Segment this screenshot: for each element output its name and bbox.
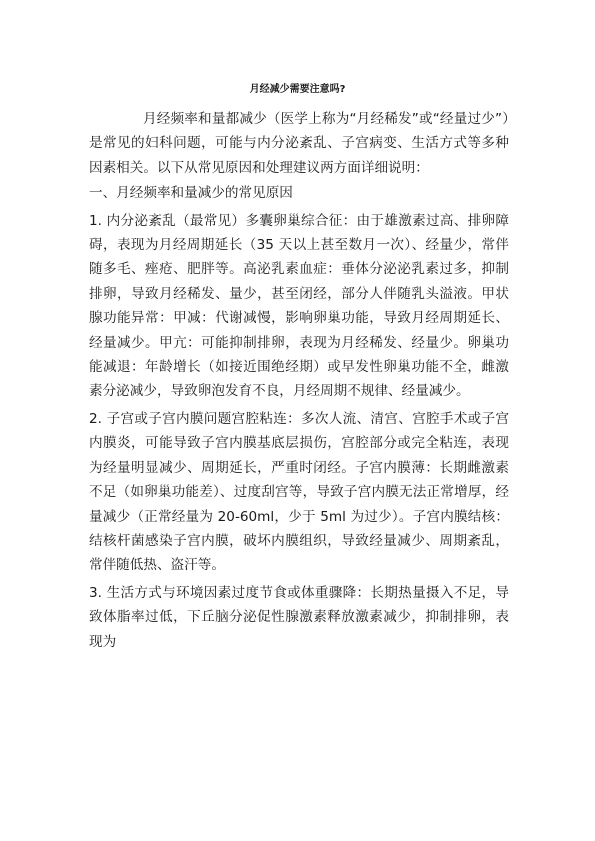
section-heading: 一、月经频率和量减少的常见原因 <box>89 185 293 202</box>
paragraph-2: 2. 子宫或子宫内膜问题宫腔粘连：多次人流、清宫、宫腔手术或子宫内膜炎，可能导致子宫内膜基底层损伤，宫腔部分或完全粘连，表现为经量明显减少、周期延长，严重时闭经。子宫内膜薄：长期雌激素不足（如卵巢功能差）、过度刮宫等，导致子宫内膜无法正常增厚，经量减少（正常经量为 20-60ml，少于 5ml 为过少）。子宫内膜结核：结核杆菌感染子宫内膜，破坏内膜组织，导致经量减少、周期紊乱，常伴随低热、盗汗等。 <box>89 410 509 574</box>
paragraph-3: 3. 生活方式与环境因素过度节食或体重骤降：长期热量摄入不足，导致体脂率过低，下丘脑分泌促性腺激素释放激素减少，抑制排卵，表现为 <box>89 584 509 650</box>
intro-paragraph: 月经频率和量都减少（医学上称为“月经稀发”或“经量过少”）是常见的妇科问题，可能与内分泌紊乱、子宫病变、生活方式等多种因素相关。以下从常见原因和处理建议两方面详细说明： <box>89 111 509 176</box>
paragraph-1: 1. 内分泌紊乱（最常见）多囊卵巢综合征：由于雄激素过高、排卵障碍，表现为月经周期延长（35 天以上甚至数月一次）、经量少，常伴随多毛、痤疮、肥胖等。高泌乳素血症：垂体分泌泌乳素过多，抑制排卵，导致月经稀发、量少，甚至闭经，部分人伴随乳头溢液。甲状腺功能异常：甲减：代谢减慢，影响卵巢功能，导致月经周期延长、经量减少。甲亢：可能抑制排卵，表现为月经稀发、经量少。卵巢功能减退：年龄增长（如接近围绝经期）或早发性卵巢功能不全，雌激素分泌减少，导致卵泡发育不良，月经周期不规律、经量减少。 <box>89 212 509 400</box>
document-body <box>89 107 509 654</box>
document-title: 月经减少需要注意吗? <box>249 84 346 95</box>
